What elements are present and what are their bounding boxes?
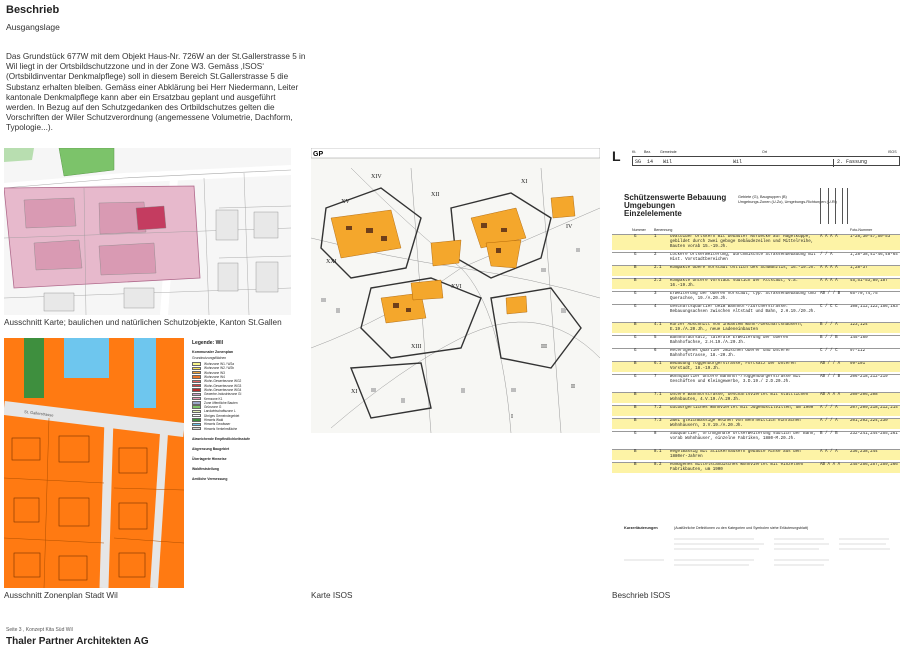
isos-cell-text: Südquartier, orthogonale Ortserweiterung südlich der Bahn, vorab Wohnhäuser, einzelne Fabriken, 1880-M.20.Jh. bbox=[670, 432, 816, 441]
isos-cell-text: Untere Bahnhofstrasse, Geschäftsviertel mit stattlichen Wohnbauten, 4.V.19./A.20.Jh. bbox=[670, 393, 809, 402]
svg-text:XI: XI bbox=[521, 179, 528, 185]
isos-cell-n: 8 bbox=[654, 432, 657, 436]
legend-extra-item: Abweichende Empfindlichkeitsstufe bbox=[192, 436, 251, 441]
isos-cell-flags: C / / C bbox=[820, 349, 838, 353]
legend-label: Kernzone K1 bbox=[204, 396, 223, 401]
legend-swatch bbox=[192, 362, 201, 365]
legend-label: Wohnzone W1 / W2a bbox=[204, 362, 235, 367]
svg-text:II: II bbox=[571, 384, 575, 390]
legend-label: Wohnzone W3 bbox=[204, 370, 225, 375]
isos-cell-n: 4 bbox=[654, 305, 657, 309]
legend-swatch bbox=[192, 388, 201, 391]
isos-cell-t: B bbox=[634, 362, 637, 366]
legend-swatch bbox=[192, 397, 201, 400]
legend-group: Grundnutzungsflächen bbox=[192, 356, 227, 360]
caption-table: Beschrieb ISOS bbox=[612, 591, 671, 600]
legend-swatch bbox=[192, 375, 201, 378]
svg-text:XIII: XIII bbox=[411, 344, 422, 350]
legend-extra bbox=[192, 437, 289, 481]
isos-row bbox=[612, 431, 900, 447]
isos-cell-t: B bbox=[634, 323, 637, 327]
isos-cell-text: Homogenes mittelständisches Wohnviertel mit einzelnen Fabrikbauten, um 1900 bbox=[670, 463, 804, 472]
body-paragraph: Das Grundstück 677W mit dem Objekt Haus-Nr. 726W an der St.Gallerstrasse 5 in Wil liegt in der Ortsbildschutzzone und in der Zone W3. Gemäss ‚ISOS‘ (Ortsbildinventar Denkmalpflege) soll in diesem Bereich St.Gallerstrasse 5 die Substanz erhalten bleiben. Gemäss einer Abklärung bei Herr Niedermann, Leiter kantonale Denkmalpflege kann aber ein Ersatzbau geplant und ausgeführt werden. In Bezug auf den Schutzgedanken des Ortbildschutzes gelten die Vorschriften der Wiler Schutzverordnung (angemessene Volumetrie, Dachform, Typologie...). bbox=[6, 52, 306, 133]
svg-text:XV: XV bbox=[341, 199, 350, 205]
isos-cell-text: Kompakte Obere Vorstadt östlich des Schwanzlis, 16.-19.Jh. bbox=[670, 266, 816, 270]
legend-extra-item: Amtliche Vermessung bbox=[192, 476, 228, 481]
isos-cell-foto: 232-241,244-255,261 bbox=[850, 432, 898, 436]
isos-cell-flags: B / / B bbox=[820, 336, 838, 340]
isos-cell-flags: / / A bbox=[820, 253, 833, 257]
isos-cell-foto: 236,238,244 bbox=[850, 450, 878, 454]
page-subtitle: Ausgangslage bbox=[6, 22, 60, 32]
isos-table: L Kt. Bez. Gemeinde Ort ISOS SG 14 Wil Wil 2. Fassung Schützenswerte Bebauung Umgebungen Einzelelemente Gebiete (G), Baugruppen (B) Umgebungs-Zonen (U-Zo), Umgebungs-Richtungen (U-Ri) Nummer Benennung Foto-Nummer G 1 Ovaloider Ortskern mit bebauter Nordecke auf Hagelkuppe, gebildet durch zwei geboge Gebäudezeilen und Mittelreihe, Bauten vorab 15.-19.Jh. A A A A 1-28,30-47,50-53 G 2 Lockere Ortserweiterung, durchmischte Strassenbebauung mit Hist. Vorstadtbereichen / / A 1,28-38,41-46,48-64 B 2.1 Kompakte Obere Vorstadt östlich des Schwanzlis, 16.-19.Jh. A A A A 1,28-37 B 2.2 Kompakte Untere Vorstadt südlich der Altstadt, v.a. 16.-19.Jh. A A A A 45,51-53,89,187 G 3 Erweiterung der Oberen Vorstadt, typ. Strassenbebauung und Querachse, 19./A.20.Jh. AB / / B 65-70,74,75 G 4 Geschäftsquartier beim Bahnhof-/Zürcherstrasse: Bebauungsachsen zwischen Altstadt und Bahn, 2.H.19./20.Jh. C / C C 108,112,122,156,163 B 4.1 Kurzer Abschnitt von inkaktem Wohn-/Geschäftshäusern, E.19./A.20.Jh., neue Ladeneinbauten B / / A 123,124 G 5 Bahnhofaufsatz, laterale Erweiterung der oberen Bahnhofachse, 2.H.19./A.20.Jh. B / / B 145-160 G 6 Heterogenes Quartier zwischen Oberer und Unterer Bahnhofstrasse, 18.-20.Jh. C / / C 97-112 B 6.1 Bebauung Toggenburgerstrasse, Fortsatz der Unteren Vorstadt, 18.-19.Jh. AB / / A 99-101 G 7 Wohnquartier Untere Bahnhof-/Toggenburgerstrasse mit Geschäften und Kleingewerbe, 3.D.19./ 2.D.20.Jh. AB / / B 206-218,212-219 B 7.1 Untere Bahnhofstrasse, Geschäftsviertel mit stattlichen Wohnbauten, 4.V.19./A.20.Jh. AB A A A 200-206,208 B 7.2 Gutbürgerliches Wohnviertel mit Jugendstilvillen, um 1900 A / / A 207,209,218,212,214 B 7.3 Zwei gleichmässige Reihen von mehrheitlich einfachen Wohnhäusern, 3.V.19./A.20.Jh. A / / A 201,202,224,230 G 8 Südquartier, orthogonale Ortserweiterung südlich der Bahn, vorab Wohnhäuser, einzelne Fabriken, 1880-M.20.Jh. B / / B 232-241,244-255,261 B 8.1 Regelmässig mit Stickerhäusern gebaute Achse aus den 1880er-Jahren A A / A 236,238,244 B 8.2 Homogenes mittelständisches Wohnviertel mit einzelnen Fabrikbauten, um 1900 AB A A A 245-256,257,259,266 Kurzerläuterungen (Ausführliche Definitionen zu den Kategorien und Symbolen siehe Erläuterungsblatt) bbox=[612, 148, 900, 581]
isos-cell-t: G bbox=[634, 336, 637, 340]
isos-cell-flags: AB A A A bbox=[820, 463, 841, 467]
legend-swatch bbox=[192, 418, 201, 421]
isos-cell-foto: 108,112,122,156,163 bbox=[850, 305, 898, 309]
isos-cell-n: 8.2 bbox=[654, 463, 662, 467]
isos-cell-foto: 65-70,74,75 bbox=[850, 292, 878, 296]
caption-map3: Karte ISOS bbox=[311, 591, 353, 600]
col-foto: Foto-Nummer bbox=[850, 228, 873, 232]
isos-row bbox=[612, 291, 900, 302]
isos-cell-flags: A / / A bbox=[820, 419, 838, 423]
isos-cell-foto: 123,124 bbox=[850, 323, 868, 327]
isos-cell-t: B bbox=[634, 450, 637, 454]
isos-row bbox=[612, 304, 900, 320]
isos-cell-n: 8.1 bbox=[654, 450, 662, 454]
isos-row bbox=[612, 361, 900, 372]
isos-cell-n: 3 bbox=[654, 292, 657, 296]
legend-label: Grünzone G bbox=[204, 405, 222, 410]
legend-label: Wohn-Gewerbezone WG2 bbox=[204, 379, 242, 384]
legend-label: Hinweis Wald bbox=[204, 418, 224, 422]
isos-cell-flags: AB / / B bbox=[820, 375, 841, 379]
legend-label: Wohn-Gewerbezone WG4 bbox=[204, 387, 242, 392]
legend-label: Wohnzone W4 bbox=[204, 375, 225, 380]
legend-swatch bbox=[192, 384, 201, 387]
isos-cell-foto: 45,51-53,89,187 bbox=[850, 279, 888, 283]
col-benennung: Benennung bbox=[654, 228, 673, 232]
legend-swatch bbox=[192, 405, 201, 408]
isos-cell-n: 5 bbox=[654, 336, 657, 340]
isos-cell-flags: B / / B bbox=[820, 432, 838, 436]
isos-cell-foto: 97-112 bbox=[850, 349, 866, 353]
table-footer-title: Kurzerläuterungen bbox=[624, 526, 658, 530]
legend-label: Wohn-Gewerbezone WG3 bbox=[204, 383, 242, 388]
isos-cell-flags: B / / A bbox=[820, 323, 838, 327]
isos-cell-t: G bbox=[634, 235, 637, 239]
isos-row bbox=[612, 335, 900, 346]
isos-cell-flags: A A A A bbox=[820, 266, 838, 270]
svg-text:I: I bbox=[511, 414, 513, 420]
isos-cell-text: Bahnhofaufsatz, laterale Erweiterung der oberen Bahnhofachse, 2.H.19./A.20.Jh. bbox=[670, 336, 789, 345]
isos-cell-foto: 245-256,257,259,266 bbox=[850, 463, 898, 467]
svg-text:III: III bbox=[541, 344, 547, 350]
svg-text:IV: IV bbox=[566, 224, 573, 230]
isos-cell-n: 1 bbox=[654, 235, 657, 239]
isos-cell-n: 2.1 bbox=[654, 266, 662, 270]
isos-cell-text: Lockere Ortserweiterung, durchmischte Strassenbebauung mit Hist. Vorstadtbereichen bbox=[670, 253, 816, 262]
isos-cell-foto: 145-160 bbox=[850, 336, 868, 340]
isos-cell-t: G bbox=[634, 305, 637, 309]
col-nummer: Nummer bbox=[632, 228, 646, 232]
isos-cell-t: B bbox=[634, 266, 637, 270]
legend-label: Zone öffentliche Bauten bbox=[204, 400, 238, 405]
caption-map2: Ausschnitt Zonenplan Stadt Wil bbox=[4, 591, 118, 600]
legend-extra-item: Überlagerte Hinweise bbox=[192, 456, 227, 461]
table-footer-legend bbox=[624, 536, 894, 576]
legend-swatch bbox=[192, 380, 201, 383]
map-protection-svg bbox=[4, 148, 291, 315]
legend-label: Landwirtschaftszone L bbox=[204, 409, 236, 414]
isos-row bbox=[612, 405, 900, 416]
isos-cell-text: Heterogenes Quartier zwischen Oberer und Unterer Bahnhofstrasse, 18.-20.Jh. bbox=[670, 349, 791, 358]
isos-letter: L bbox=[612, 148, 621, 164]
legend-swatch bbox=[192, 423, 201, 426]
isos-cell-t: B bbox=[634, 393, 637, 397]
isos-cell-n: 2.2 bbox=[654, 279, 662, 283]
isos-row bbox=[612, 234, 900, 250]
legend-item bbox=[192, 426, 289, 430]
svg-text:XI: XI bbox=[351, 389, 358, 395]
isos-cell-text: Zwei gleichmässige Reihen von mehrheitlich einfachen Wohnhäusern, 3.V.19./A.20.Jh. bbox=[670, 419, 801, 428]
section-title: Schützenswerte Bebauung Umgebungen Einzelelemente bbox=[624, 193, 727, 218]
isos-cell-flags: AB / / A bbox=[820, 362, 841, 366]
legend-label: Gewerbe-Industriezone GI bbox=[204, 392, 242, 397]
isos-cell-t: G bbox=[634, 253, 637, 257]
legend-title: Legende: Wil bbox=[192, 340, 224, 346]
isos-cell-text: Bebauung Toggenburgerstrasse, Fortsatz der Unteren Vorstadt, 18.-19.Jh. bbox=[670, 362, 796, 371]
isos-map-svg bbox=[311, 148, 600, 433]
flag-column-headers bbox=[820, 188, 848, 224]
legend-swatch bbox=[192, 414, 201, 417]
isos-cell-flags: C / C C bbox=[820, 305, 838, 309]
street-label: St. Gallerstrasse bbox=[23, 409, 54, 418]
page-title: Beschrieb bbox=[6, 4, 60, 16]
isos-cell-flags: A A A A bbox=[820, 279, 838, 283]
isos-cell-text: Geschäftsquartier beim Bahnhof-/Zürcherstrasse: Bebauungsachsen zwischen Altstadt und Bahn, 2.H.19./20.Jh. bbox=[670, 305, 816, 314]
legend-swatch bbox=[192, 401, 201, 404]
isos-cell-foto: 207,209,218,212,214 bbox=[850, 406, 898, 410]
zonenplan-svg bbox=[4, 338, 184, 588]
legend-swatch bbox=[192, 393, 201, 396]
svg-text:XXI: XXI bbox=[326, 259, 337, 265]
isos-cell-flags: A / / A bbox=[820, 406, 838, 410]
map-isos bbox=[311, 148, 600, 433]
isos-cell-flags: A A A A bbox=[820, 235, 838, 239]
isos-header-box: SG 14 Wil Wil 2. Fassung bbox=[632, 156, 900, 166]
legend-label: Übriges Gemeindegebiet bbox=[204, 413, 240, 418]
isos-cell-n: 6 bbox=[654, 349, 657, 353]
isos-cell-text: Regelmässig mit Stickerhäusern gebaute Achse aus den 1880er-Jahren bbox=[670, 450, 801, 459]
legend-swatch bbox=[192, 410, 201, 413]
isos-cell-flags: AB A A A bbox=[820, 393, 841, 397]
isos-cell-t: B bbox=[634, 419, 637, 423]
legend-swatch bbox=[192, 367, 201, 370]
legend-label: Hinweis Verkehrsfläche bbox=[204, 426, 238, 431]
isos-cell-foto: 201,202,224,230 bbox=[850, 419, 888, 423]
footer-legend-lines bbox=[624, 536, 894, 576]
isos-cell-text: Gutbürgerliches Wohnviertel mit Jugendstilvillen, um 1900 bbox=[670, 406, 814, 410]
isos-cell-foto: 1-28,30-47,50-53 bbox=[850, 235, 891, 239]
svg-text:XII: XII bbox=[431, 192, 440, 198]
isos-cell-flags: A A / A bbox=[820, 450, 838, 454]
isos-cell-n: 7.2 bbox=[654, 406, 662, 410]
caption-map1: Ausschnitt Karte; baulichen und natürlichen Schutzobjekte, Kanton St.Gallen bbox=[4, 318, 282, 327]
isos-cell-n: 4.1 bbox=[654, 323, 662, 327]
map-protection-objects bbox=[4, 148, 291, 315]
isos-row bbox=[612, 252, 900, 263]
svg-text:XIV: XIV bbox=[371, 174, 382, 180]
isos-cell-t: G bbox=[634, 349, 637, 353]
isos-cell-t: G bbox=[634, 432, 637, 436]
isos-cell-text: Erweiterung der Oberen Vorstadt, typ. Strassenbebauung und Querachse, 19./A.20.Jh. bbox=[670, 292, 816, 301]
svg-text:XVI: XVI bbox=[451, 284, 462, 290]
isos-cell-t: G bbox=[634, 292, 637, 296]
isos-cell-t: B bbox=[634, 463, 637, 467]
legend-label: Hinweis Gewässer bbox=[204, 422, 231, 427]
isos-cell-flags: AB / / B bbox=[820, 292, 841, 296]
isos-cell-n: 7.3 bbox=[654, 419, 662, 423]
legend-swatch bbox=[192, 427, 201, 430]
legend-extra-item: Waldfeststellung bbox=[192, 466, 220, 471]
isos-row bbox=[612, 348, 900, 359]
isos-cell-text: Wohnquartier Untere Bahnhof-/Toggenburgerstrasse mit Geschäften und Kleingewerbe, 3.D.19./ 2.D.20.Jh. bbox=[670, 375, 801, 384]
legend-subtitle: Kommunaler Zonenplan bbox=[192, 350, 234, 354]
isos-row bbox=[612, 418, 900, 429]
legend-swatch bbox=[192, 371, 201, 374]
isos-row bbox=[612, 392, 900, 403]
isos-cell-t: G bbox=[634, 375, 637, 379]
section-notes: Gebiete (G), Baugruppen (B) Umgebungs-Zonen (U-Zo), Umgebungs-Richtungen (U-Ri) bbox=[738, 195, 837, 204]
map-zonenplan bbox=[4, 338, 291, 588]
legend-label: Wohnzone W2 / W2b bbox=[204, 366, 235, 371]
zonenplan-legend bbox=[188, 338, 291, 588]
isos-cell-n: 6.1 bbox=[654, 362, 662, 366]
isos-row bbox=[612, 322, 900, 333]
footer-page-info: Seite 3 , Konzept Kita Süd Wil bbox=[6, 627, 73, 633]
isos-cell-text: Kurzer Abschnitt von inkaktem Wohn-/Geschäftshäusern, E.19./A.20.Jh., neue Ladeneinbauten bbox=[670, 323, 804, 332]
isos-cell-text: Kompakte Untere Vorstadt südlich der Altstadt, v.a. 16.-19.Jh. bbox=[670, 279, 799, 288]
legend-extra-item: Abgrenzung Baugebiet bbox=[192, 446, 230, 451]
isos-cell-foto: 200-206,208 bbox=[850, 393, 878, 397]
isos-row bbox=[612, 462, 900, 473]
svg-text:GP: GP bbox=[313, 151, 324, 158]
isos-cell-foto: 1,28-38,41-46,48-64 bbox=[850, 253, 898, 257]
isos-cell-t: B bbox=[634, 406, 637, 410]
isos-cell-n: 7.1 bbox=[654, 393, 662, 397]
isos-row bbox=[612, 265, 900, 276]
isos-row bbox=[612, 278, 900, 289]
isos-cell-foto: 99-101 bbox=[850, 362, 866, 366]
footer-firm-name: Thaler Partner Architekten AG bbox=[6, 636, 149, 647]
table-footer-note: (Ausführliche Definitionen zu den Kategorien und Symbolen siehe Erläuterungsblatt) bbox=[674, 526, 809, 530]
isos-row bbox=[612, 374, 900, 390]
isos-cell-t: B bbox=[634, 279, 637, 283]
isos-cell-n: 2 bbox=[654, 253, 657, 257]
isos-cell-foto: 206-218,212-219 bbox=[850, 375, 888, 379]
isos-cell-text: Ovaloider Ortskern mit bebauter Nordecke auf Hagelkuppe, gebildet durch zwei geboge Gebäudezeilen und Mittelreihe, Bauten vorab 15.-19.Jh. bbox=[670, 235, 814, 249]
isos-cell-n: 7 bbox=[654, 375, 657, 379]
isos-row bbox=[612, 449, 900, 460]
isos-cell-foto: 1,28-37 bbox=[850, 266, 868, 270]
legend-items bbox=[192, 362, 289, 431]
